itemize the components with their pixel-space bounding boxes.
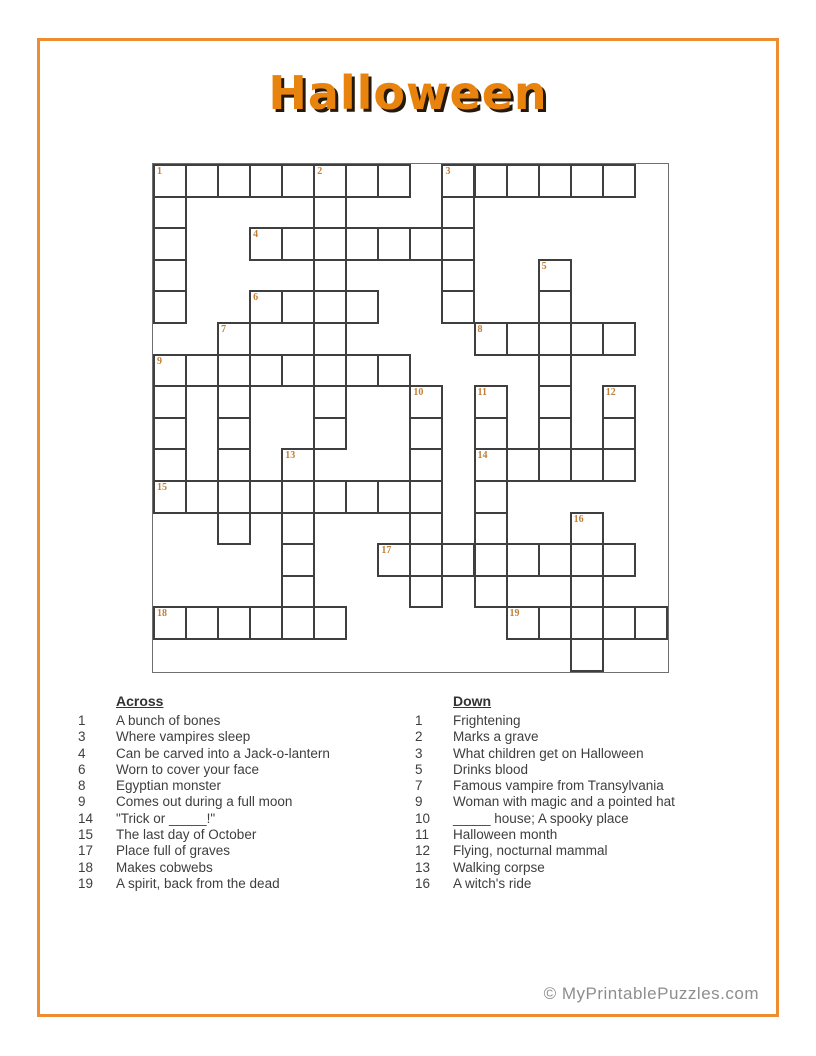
grid-cell[interactable]: [313, 606, 347, 640]
grid-cell[interactable]: [602, 448, 636, 482]
grid-cell[interactable]: [409, 227, 443, 261]
grid-cell-number: 11: [477, 387, 487, 399]
clue-text: A spirit, back from the dead: [116, 875, 280, 891]
grid-cell[interactable]: [506, 543, 540, 577]
grid-cell[interactable]: [249, 164, 283, 198]
clue-number: 14: [78, 810, 94, 826]
clue-row: [78, 876, 408, 892]
grid-cell[interactable]: [153, 606, 187, 640]
grid-cell-number: 7: [221, 324, 227, 335]
grid-cell[interactable]: [570, 606, 604, 640]
clue-text: A witch's ride: [453, 875, 532, 891]
clue-row: [415, 794, 745, 810]
across-header: Across: [116, 693, 164, 709]
clue-text: Where vampires sleep: [116, 729, 251, 745]
grid-cell[interactable]: [506, 322, 540, 356]
clue-number: 8: [78, 778, 86, 794]
grid-cell[interactable]: [474, 385, 508, 419]
grid-cell[interactable]: [441, 164, 475, 198]
crossword-grid: [153, 164, 668, 672]
clue-number: 3: [415, 745, 423, 761]
grid-cell[interactable]: [474, 543, 508, 577]
grid-cell[interactable]: [313, 259, 347, 293]
grid-cell[interactable]: [153, 354, 187, 388]
grid-cell-number: 5: [541, 260, 547, 272]
across-list: [78, 713, 408, 892]
grid-cell[interactable]: [217, 512, 251, 546]
clue-row: [78, 827, 408, 843]
clue-text: Walking corpse: [453, 859, 545, 875]
clue-number: 1: [415, 713, 423, 728]
grid-cell[interactable]: [377, 354, 411, 388]
grid-cell[interactable]: [538, 354, 572, 388]
clue-row: [78, 729, 408, 745]
grid-cell[interactable]: [345, 290, 379, 324]
clue-number: 3: [78, 729, 86, 745]
clue-text: Worn to cover your face: [116, 761, 260, 777]
grid-cell[interactable]: [217, 164, 251, 198]
clue-row: [78, 746, 408, 762]
clue-number: 4: [78, 745, 86, 761]
grid-cell[interactable]: [602, 385, 636, 419]
grid-cell[interactable]: [602, 164, 636, 198]
grid-cell[interactable]: [217, 480, 251, 514]
clue-row: [415, 746, 745, 762]
grid-cell-number: 1: [157, 166, 162, 177]
grid-cell[interactable]: [313, 227, 347, 261]
clue-number: 15: [78, 827, 94, 843]
page-title: Halloween: [268, 66, 548, 120]
grid-cell-number: 6: [253, 292, 259, 304]
grid-cell[interactable]: [538, 543, 572, 577]
grid-cell-number: 12: [605, 387, 616, 399]
grid-cell[interactable]: [506, 164, 540, 198]
grid-cell[interactable]: [345, 354, 379, 388]
clue-row: [78, 843, 408, 859]
grid-cell[interactable]: [185, 606, 219, 640]
grid-cell[interactable]: [313, 322, 347, 356]
clue-text: A bunch of bones: [116, 713, 221, 728]
grid-cell[interactable]: [538, 606, 572, 640]
clue-row: [415, 860, 745, 876]
clue-number: 2: [415, 729, 423, 745]
clue-text: Makes cobwebs: [116, 859, 213, 875]
grid-cell[interactable]: [153, 227, 187, 261]
grid-cell-number: 13: [285, 450, 296, 462]
clue-text: Flying, nocturnal mammal: [453, 843, 608, 859]
grid-cell[interactable]: [570, 638, 604, 672]
grid-cell[interactable]: [570, 543, 604, 577]
clue-text: Frightening: [453, 713, 521, 728]
clue-number: 11: [415, 827, 430, 843]
grid-cell[interactable]: [538, 259, 572, 293]
grid-cell[interactable]: [153, 480, 187, 514]
grid-cell[interactable]: [313, 480, 347, 514]
footer-credit: © MyPrintablePuzzles.com: [543, 984, 759, 1003]
grid-cell[interactable]: [185, 354, 219, 388]
grid-cell[interactable]: [538, 448, 572, 482]
grid-cell[interactable]: [409, 480, 443, 514]
clue-text: Egyptian monster: [116, 778, 222, 794]
grid-cell[interactable]: [538, 417, 572, 451]
clue-text: What children get on Halloween: [453, 745, 644, 761]
grid-cell[interactable]: [474, 512, 508, 546]
grid-cell[interactable]: [377, 227, 411, 261]
grid-cell-number: 8: [477, 324, 483, 335]
grid-cell[interactable]: [217, 606, 251, 640]
grid-cell[interactable]: [441, 290, 475, 324]
clue-row: [415, 778, 745, 794]
grid-cell[interactable]: [377, 543, 411, 577]
clue-text: _____ house; A spooky place: [453, 810, 629, 826]
grid-cell-number: 19: [509, 608, 520, 620]
grid-cell[interactable]: [441, 227, 475, 261]
grid-cell[interactable]: [441, 259, 475, 293]
clue-row: [78, 860, 408, 876]
clue-text: Marks a grave: [453, 729, 539, 745]
grid-cell-number: 17: [381, 545, 392, 557]
grid-cell[interactable]: [281, 606, 315, 640]
down-list: [415, 713, 745, 892]
clue-text: Halloween month: [453, 827, 558, 843]
clue-number: 19: [78, 875, 94, 891]
grid-cell[interactable]: [377, 164, 411, 198]
grid-cell-number: 4: [253, 229, 259, 241]
grid-cell-number: 18: [157, 608, 167, 620]
grid-cell[interactable]: [249, 227, 283, 261]
grid-cell[interactable]: [474, 417, 508, 451]
grid-cell[interactable]: [281, 290, 315, 324]
grid-cell[interactable]: [313, 417, 347, 451]
clue-number: 18: [78, 859, 94, 875]
grid-cell[interactable]: [409, 543, 443, 577]
grid-cell[interactable]: [281, 164, 315, 198]
clue-row: [415, 713, 745, 729]
grid-cell-number: 9: [157, 355, 162, 367]
clue-number: 7: [415, 778, 423, 794]
clue-row: [78, 762, 408, 778]
grid-cell[interactable]: [538, 164, 572, 198]
grid-cell[interactable]: [441, 543, 475, 577]
grid-cell[interactable]: [409, 448, 443, 482]
grid-cell[interactable]: [345, 164, 379, 198]
grid-cell[interactable]: [634, 606, 668, 640]
clue-row: [415, 827, 745, 843]
grid-cell[interactable]: [570, 575, 604, 609]
grid-cell[interactable]: [570, 322, 604, 356]
grid-cell[interactable]: [538, 290, 572, 324]
grid-cell[interactable]: [281, 354, 315, 388]
clue-number: 10: [415, 810, 431, 826]
grid-cell[interactable]: [281, 512, 315, 546]
grid-cell[interactable]: [153, 164, 187, 198]
clue-text: The last day of October: [116, 827, 257, 843]
grid-cell[interactable]: [474, 322, 508, 356]
grid-cell[interactable]: [313, 196, 347, 230]
grid-cell[interactable]: [602, 606, 636, 640]
grid-cell-number: 2: [317, 166, 323, 177]
clue-row: [78, 778, 408, 794]
clue-row: [415, 843, 745, 859]
grid-cell[interactable]: [249, 290, 283, 324]
grid-cell-number: 14: [477, 450, 488, 462]
grid-cell[interactable]: [602, 417, 636, 451]
grid-cell-number: 3: [445, 166, 451, 177]
down-header: Down: [453, 693, 492, 709]
grid-cell[interactable]: [153, 259, 187, 293]
grid-cell[interactable]: [313, 164, 347, 198]
clue-row: [415, 811, 745, 827]
clue-text: Can be carved into a Jack-o-lantern: [116, 745, 330, 761]
grid-cell-number: 16: [573, 513, 584, 525]
clue-text: Comes out during a full moon: [116, 794, 293, 810]
grid-cell[interactable]: [153, 290, 187, 324]
grid-cell-number: 10: [413, 387, 424, 399]
clue-row: [78, 794, 408, 810]
grid-cell[interactable]: [153, 417, 187, 451]
grid-cell[interactable]: [281, 227, 315, 261]
grid-cell[interactable]: [313, 354, 347, 388]
clue-row: [78, 713, 408, 729]
grid-cell[interactable]: [281, 543, 315, 577]
grid-cell[interactable]: [281, 480, 315, 514]
grid-cell[interactable]: [506, 448, 540, 482]
clue-number: 16: [415, 875, 431, 891]
grid-cell[interactable]: [506, 606, 540, 640]
grid-cell[interactable]: [281, 448, 315, 482]
grid-cell[interactable]: [538, 385, 572, 419]
grid-cell[interactable]: [217, 322, 251, 356]
clue-number: 17: [78, 843, 94, 859]
grid-cell[interactable]: [474, 164, 508, 198]
grid-cell[interactable]: [570, 448, 604, 482]
grid-cell[interactable]: [249, 354, 283, 388]
grid-cell[interactable]: [409, 417, 443, 451]
grid-cell[interactable]: [474, 575, 508, 609]
clue-text: Famous vampire from Transylvania: [453, 778, 664, 794]
clue-row: [78, 811, 408, 827]
across-clues-section: [78, 693, 408, 892]
grid-cell[interactable]: [281, 575, 315, 609]
grid-cell[interactable]: [249, 606, 283, 640]
grid-cell[interactable]: [570, 512, 604, 546]
grid-cell[interactable]: [313, 290, 347, 324]
clue-text: "Trick or _____!": [116, 810, 216, 826]
grid-cell[interactable]: [377, 480, 411, 514]
clue-number: 1: [78, 713, 86, 728]
grid-cell[interactable]: [345, 227, 379, 261]
grid-cell[interactable]: [602, 543, 636, 577]
grid-cell[interactable]: [185, 480, 219, 514]
clue-number: 5: [415, 761, 423, 777]
grid-cell[interactable]: [409, 385, 443, 419]
grid-cell[interactable]: [602, 322, 636, 356]
grid-cell[interactable]: [570, 164, 604, 198]
grid-cell[interactable]: [249, 480, 283, 514]
grid-cell[interactable]: [409, 512, 443, 546]
grid-cell[interactable]: [441, 196, 475, 230]
grid-cell-number: 15: [157, 482, 167, 493]
clue-number: 13: [415, 859, 431, 875]
grid-cell[interactable]: [217, 417, 251, 451]
down-clues-section: [415, 693, 745, 892]
clue-row: [415, 876, 745, 892]
grid-cell[interactable]: [538, 322, 572, 356]
grid-cell[interactable]: [217, 354, 251, 388]
clue-number: 6: [78, 761, 86, 777]
grid-cell[interactable]: [345, 480, 379, 514]
clue-number: 12: [415, 843, 431, 859]
grid-cell[interactable]: [409, 575, 443, 609]
grid-cell[interactable]: [217, 385, 251, 419]
clue-text: Drinks blood: [453, 761, 529, 777]
clue-row: [415, 762, 745, 778]
grid-cell[interactable]: [153, 196, 187, 230]
grid-cell[interactable]: [185, 164, 219, 198]
clue-number: 9: [78, 794, 86, 810]
grid-cell[interactable]: [217, 448, 251, 482]
clue-row: [415, 729, 745, 745]
grid-cell[interactable]: [153, 448, 187, 482]
grid-cell[interactable]: [474, 480, 508, 514]
grid-cell[interactable]: [313, 385, 347, 419]
clue-number: 9: [415, 794, 423, 810]
clue-text: Place full of graves: [116, 843, 231, 859]
grid-cell[interactable]: [153, 385, 187, 419]
clue-text: Woman with magic and a pointed hat: [453, 794, 675, 810]
grid-cell[interactable]: [474, 448, 508, 482]
